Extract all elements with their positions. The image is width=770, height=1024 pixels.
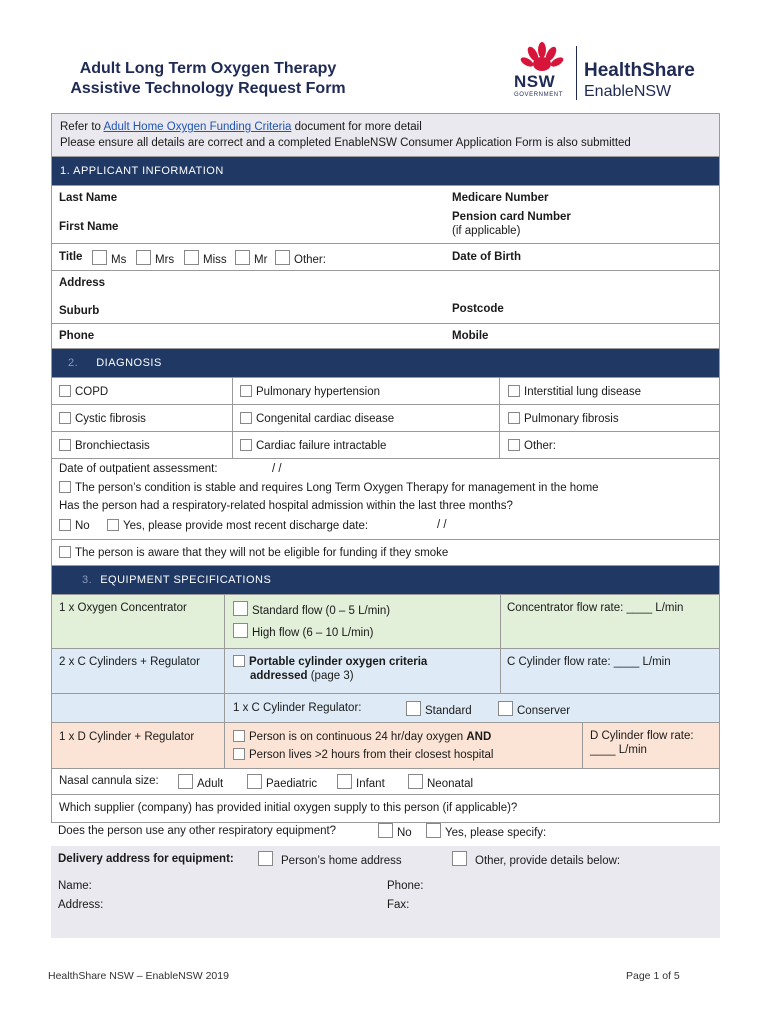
section-title: EQUIPMENT SPECIFICATIONS bbox=[100, 574, 272, 586]
checkbox-icon[interactable] bbox=[233, 730, 245, 742]
c-cylinder-flow-rate: C Cylinder flow rate: ____ L/min bbox=[507, 656, 671, 668]
delivery-name-label: Name: bbox=[58, 880, 92, 892]
other-diagnosis-option[interactable] bbox=[508, 439, 556, 452]
c-regulator-row bbox=[52, 694, 719, 723]
pulmonary-fibrosis-label: Pulmonary fibrosis bbox=[524, 413, 619, 425]
logo-nsw-text: NSW bbox=[514, 72, 556, 91]
high-flow-option[interactable] bbox=[233, 623, 373, 639]
admission-question: Has the person had a respiratory-related hospital admission within the last three months? bbox=[59, 500, 513, 512]
admission-yes-label: Yes, please provide most recent discharge date: bbox=[123, 520, 369, 532]
postcode-label: Postcode bbox=[452, 303, 504, 315]
cardiac-failure-option[interactable] bbox=[240, 439, 386, 452]
logo-healthshare-text: HealthShare bbox=[584, 60, 695, 81]
section-equipment-heading bbox=[52, 566, 719, 595]
cannula-row bbox=[52, 769, 719, 795]
standard-flow-label: Standard flow (0 – 5 L/min) bbox=[252, 605, 391, 617]
refer-suffix: document for more detail bbox=[291, 121, 422, 133]
title-other[interactable] bbox=[275, 250, 326, 266]
copd-option[interactable] bbox=[59, 385, 108, 398]
checkbox-icon[interactable] bbox=[92, 250, 107, 265]
cannula-neonatal-label: Neonatal bbox=[427, 778, 474, 790]
portable-criteria-line2 bbox=[250, 670, 354, 682]
suburb-label: Suburb bbox=[59, 305, 100, 317]
form-title bbox=[48, 59, 368, 99]
notice-box bbox=[52, 114, 719, 157]
delivery-label: Delivery address for equipment: bbox=[58, 853, 234, 865]
checkbox-icon[interactable] bbox=[233, 655, 245, 667]
title-other-label: Other: bbox=[294, 254, 326, 266]
checkbox-icon[interactable] bbox=[275, 250, 290, 265]
supplier-row bbox=[52, 795, 719, 822]
refer-prefix: Refer to bbox=[60, 121, 104, 133]
page-number: Page 1 of 5 bbox=[626, 970, 680, 982]
other-diagnosis-label: Other: bbox=[524, 440, 556, 452]
ensure-line: Please ensure all details are correct and a completed EnableNSW Consumer Application Form is also submitted bbox=[60, 137, 631, 149]
pulmonary-hypertension-label: Pulmonary hypertension bbox=[256, 386, 381, 398]
standard-flow-option[interactable] bbox=[233, 601, 390, 617]
admission-no-label: No bbox=[75, 520, 90, 532]
section-applicant-heading: 1. APPLICANT INFORMATION bbox=[52, 157, 719, 186]
divider bbox=[232, 432, 233, 458]
delivery-phone-label: Phone: bbox=[387, 880, 424, 892]
c-cylinder-label: 2 x C Cylinders + Regulator bbox=[59, 656, 200, 668]
checkbox-icon[interactable] bbox=[59, 519, 71, 531]
delivery-home-option[interactable] bbox=[258, 851, 402, 867]
congenital-cardiac-label: Congenital cardiac disease bbox=[256, 413, 395, 425]
checkbox-icon[interactable] bbox=[240, 439, 252, 451]
divider bbox=[232, 378, 233, 404]
last-name-label: Last Name bbox=[59, 192, 118, 204]
logo-government-text: GOVERNMENT bbox=[514, 92, 564, 98]
checkbox-icon[interactable] bbox=[59, 439, 71, 451]
concentrator-row bbox=[52, 595, 719, 649]
mobile-label: Mobile bbox=[452, 330, 489, 342]
outpatient-label: Date of outpatient assessment: bbox=[59, 463, 218, 475]
continuous-oxygen-label: Person is on continuous 24 hr/day oxygen bbox=[249, 731, 467, 743]
divider bbox=[499, 378, 500, 404]
discharge-date[interactable]: / / bbox=[437, 519, 447, 531]
regulator-standard-option[interactable] bbox=[406, 701, 472, 717]
copd-label: COPD bbox=[75, 386, 109, 398]
title-miss[interactable] bbox=[184, 250, 227, 266]
checkbox-icon[interactable] bbox=[59, 412, 71, 424]
cannula-adult-option[interactable] bbox=[178, 774, 223, 790]
diagnosis-details bbox=[52, 459, 719, 540]
checkbox-icon[interactable] bbox=[184, 250, 199, 265]
phone-label: Phone bbox=[59, 330, 95, 342]
d-cylinder-label: 1 x D Cylinder + Regulator bbox=[59, 731, 195, 743]
address-row bbox=[52, 271, 719, 324]
congenital-cardiac-option[interactable] bbox=[240, 412, 394, 425]
divider bbox=[500, 595, 501, 648]
divider bbox=[224, 595, 225, 648]
admission-yes-option[interactable] bbox=[107, 519, 368, 532]
diagnosis-row-1 bbox=[52, 378, 719, 405]
checkbox-icon[interactable] bbox=[235, 250, 250, 265]
smoke-label: The person is aware that they will not be eligible for funding if they smoke bbox=[75, 547, 449, 559]
delivery-block bbox=[51, 846, 720, 938]
checkbox-icon[interactable] bbox=[136, 250, 151, 265]
divider bbox=[224, 649, 225, 693]
delivery-other-option[interactable] bbox=[452, 851, 620, 867]
other-equipment-no-label: No bbox=[397, 827, 412, 839]
and-text: AND bbox=[466, 731, 492, 743]
cannula-infant-option[interactable] bbox=[337, 774, 385, 790]
other-equipment-yes-option[interactable] bbox=[426, 823, 546, 839]
pulmonary-hypertension-option[interactable] bbox=[240, 385, 380, 398]
title-ms-label: Ms bbox=[111, 254, 127, 266]
dob-label: Date of Birth bbox=[452, 251, 521, 263]
title-label: Title bbox=[59, 251, 83, 263]
divider bbox=[582, 723, 583, 768]
section-diagnosis-heading bbox=[52, 349, 719, 378]
nsw-healthshare-logo bbox=[508, 42, 718, 106]
divider bbox=[499, 405, 500, 431]
stable-option[interactable] bbox=[59, 481, 599, 494]
outpatient-date[interactable]: / / bbox=[272, 463, 282, 475]
continuous-oxygen-option[interactable] bbox=[233, 730, 491, 743]
checkbox-icon[interactable] bbox=[59, 481, 71, 493]
checkbox-icon[interactable] bbox=[508, 385, 520, 397]
checkbox-icon[interactable] bbox=[508, 439, 520, 451]
form-title-line2: Assistive Technology Request Form bbox=[70, 80, 346, 97]
checkbox-icon[interactable] bbox=[452, 851, 467, 866]
delivery-other-label: Other, provide details below: bbox=[475, 855, 621, 867]
cystic-fibrosis-label: Cystic fibrosis bbox=[75, 413, 146, 425]
funding-criteria-link[interactable]: Adult Home Oxygen Funding Criteria bbox=[103, 121, 292, 133]
first-name-label: First Name bbox=[59, 221, 119, 233]
checkbox-icon[interactable] bbox=[240, 385, 252, 397]
title-ms[interactable] bbox=[92, 250, 126, 266]
diagnosis-row-3 bbox=[52, 432, 719, 459]
checkbox-icon[interactable] bbox=[408, 774, 423, 789]
d-cylinder-flow-rate-units: ____ L/min bbox=[590, 744, 647, 756]
bronchiectasis-label: Bronchiectasis bbox=[75, 440, 150, 452]
divider bbox=[499, 432, 500, 458]
c-cylinder-row bbox=[52, 649, 719, 694]
divider bbox=[500, 649, 501, 693]
pension-note: (if applicable) bbox=[452, 225, 521, 237]
supplier-question: Which supplier (company) has provided initial oxygen supply to this person (if applicable)? bbox=[59, 802, 518, 814]
other-equipment-question: Does the person use any other respiratory equipment? bbox=[58, 825, 337, 837]
bronchiectasis-option[interactable] bbox=[59, 439, 150, 452]
waratah-icon bbox=[520, 42, 564, 74]
checkbox-icon[interactable] bbox=[337, 774, 352, 789]
cannula-infant-label: Infant bbox=[356, 778, 385, 790]
high-flow-label: High flow (6 – 10 L/min) bbox=[252, 627, 374, 639]
cannula-label: Nasal cannula size: bbox=[59, 775, 159, 787]
pension-label: Pension card Number bbox=[452, 211, 571, 223]
lives-far-label: Person lives >2 hours from their closest hospital bbox=[249, 749, 494, 761]
portable-criteria-option[interactable] bbox=[233, 655, 427, 668]
checkbox-icon[interactable] bbox=[378, 823, 393, 838]
page-reference: (page 3) bbox=[307, 670, 354, 682]
other-equipment-yes-label: Yes, please specify: bbox=[445, 827, 547, 839]
title-row bbox=[52, 244, 719, 271]
cannula-paediatric-label: Paediatric bbox=[266, 778, 318, 790]
checkbox-icon[interactable] bbox=[498, 701, 513, 716]
checkbox-icon[interactable] bbox=[59, 385, 71, 397]
checkbox-icon[interactable] bbox=[178, 774, 193, 789]
interstitial-option[interactable] bbox=[508, 385, 641, 398]
divider bbox=[224, 723, 225, 768]
admission-no-option[interactable] bbox=[59, 519, 90, 532]
divider bbox=[232, 405, 233, 431]
title-mr-label: Mr bbox=[254, 254, 268, 266]
addressed-text: addressed bbox=[250, 670, 308, 682]
checkbox-icon[interactable] bbox=[233, 623, 248, 638]
portable-criteria-label: Portable cylinder oxygen criteria bbox=[249, 656, 428, 668]
section-number: 3. bbox=[82, 574, 93, 586]
form-title-line1: Adult Long Term Oxygen Therapy bbox=[79, 60, 337, 77]
other-equipment-no-option[interactable] bbox=[378, 823, 412, 839]
stable-label: The person’s condition is stable and requires Long Term Oxygen Therapy for management in the home bbox=[75, 482, 599, 494]
footer-credit: HealthShare NSW – EnableNSW 2019 bbox=[48, 970, 229, 982]
request-form bbox=[51, 113, 720, 823]
phone-row bbox=[52, 324, 719, 349]
checkbox-icon[interactable] bbox=[233, 748, 245, 760]
section-title: DIAGNOSIS bbox=[96, 357, 162, 369]
regulator-standard-label: Standard bbox=[425, 705, 472, 717]
logo-enablensw-text: EnableNSW bbox=[584, 83, 672, 100]
title-miss-label: Miss bbox=[203, 254, 227, 266]
c-regulator-label: 1 x C Cylinder Regulator: bbox=[233, 702, 362, 714]
title-mr[interactable] bbox=[235, 250, 267, 266]
regulator-conserver-label: Conserver bbox=[517, 705, 571, 717]
title-mrs[interactable] bbox=[136, 250, 174, 266]
smoke-option[interactable] bbox=[59, 546, 448, 559]
address-label: Address bbox=[59, 277, 106, 289]
cannula-neonatal-option[interactable] bbox=[408, 774, 473, 790]
checkbox-icon[interactable] bbox=[240, 412, 252, 424]
regulator-conserver-option[interactable] bbox=[498, 701, 570, 717]
d-cylinder-flow-rate: D Cylinder flow rate: bbox=[590, 730, 694, 742]
diagnosis-row-2 bbox=[52, 405, 719, 432]
pulmonary-fibrosis-option[interactable] bbox=[508, 412, 619, 425]
title-mrs-label: Mrs bbox=[155, 254, 175, 266]
checkbox-icon[interactable] bbox=[233, 601, 248, 616]
checkbox-icon[interactable] bbox=[247, 774, 262, 789]
checkbox-icon[interactable] bbox=[258, 851, 273, 866]
lives-far-option[interactable] bbox=[233, 748, 494, 761]
d-cylinder-row bbox=[52, 723, 719, 769]
cardiac-failure-label: Cardiac failure intractable bbox=[256, 440, 387, 452]
cannula-paediatric-option[interactable] bbox=[247, 774, 317, 790]
name-row bbox=[52, 186, 719, 244]
smoke-row bbox=[52, 540, 719, 566]
interstitial-label: Interstitial lung disease bbox=[524, 386, 641, 398]
delivery-fax-label: Fax: bbox=[387, 899, 410, 911]
concentrator-label: 1 x Oxygen Concentrator bbox=[59, 602, 187, 614]
logo-divider bbox=[576, 46, 577, 100]
checkbox-icon[interactable] bbox=[59, 546, 71, 558]
concentrator-flow-rate: Concentrator flow rate: ____ L/min bbox=[507, 602, 684, 614]
cannula-adult-label: Adult bbox=[197, 778, 224, 790]
medicare-label: Medicare Number bbox=[452, 192, 549, 204]
checkbox-icon[interactable] bbox=[426, 823, 441, 838]
cystic-fibrosis-option[interactable] bbox=[59, 412, 146, 425]
divider bbox=[224, 694, 225, 722]
checkbox-icon[interactable] bbox=[508, 412, 520, 424]
checkbox-icon[interactable] bbox=[107, 519, 119, 531]
delivery-address-label: Address: bbox=[58, 899, 104, 911]
section-number: 2. bbox=[68, 357, 79, 369]
delivery-home-label: Person’s home address bbox=[281, 855, 402, 867]
checkbox-icon[interactable] bbox=[406, 701, 421, 716]
refer-line bbox=[60, 119, 711, 135]
